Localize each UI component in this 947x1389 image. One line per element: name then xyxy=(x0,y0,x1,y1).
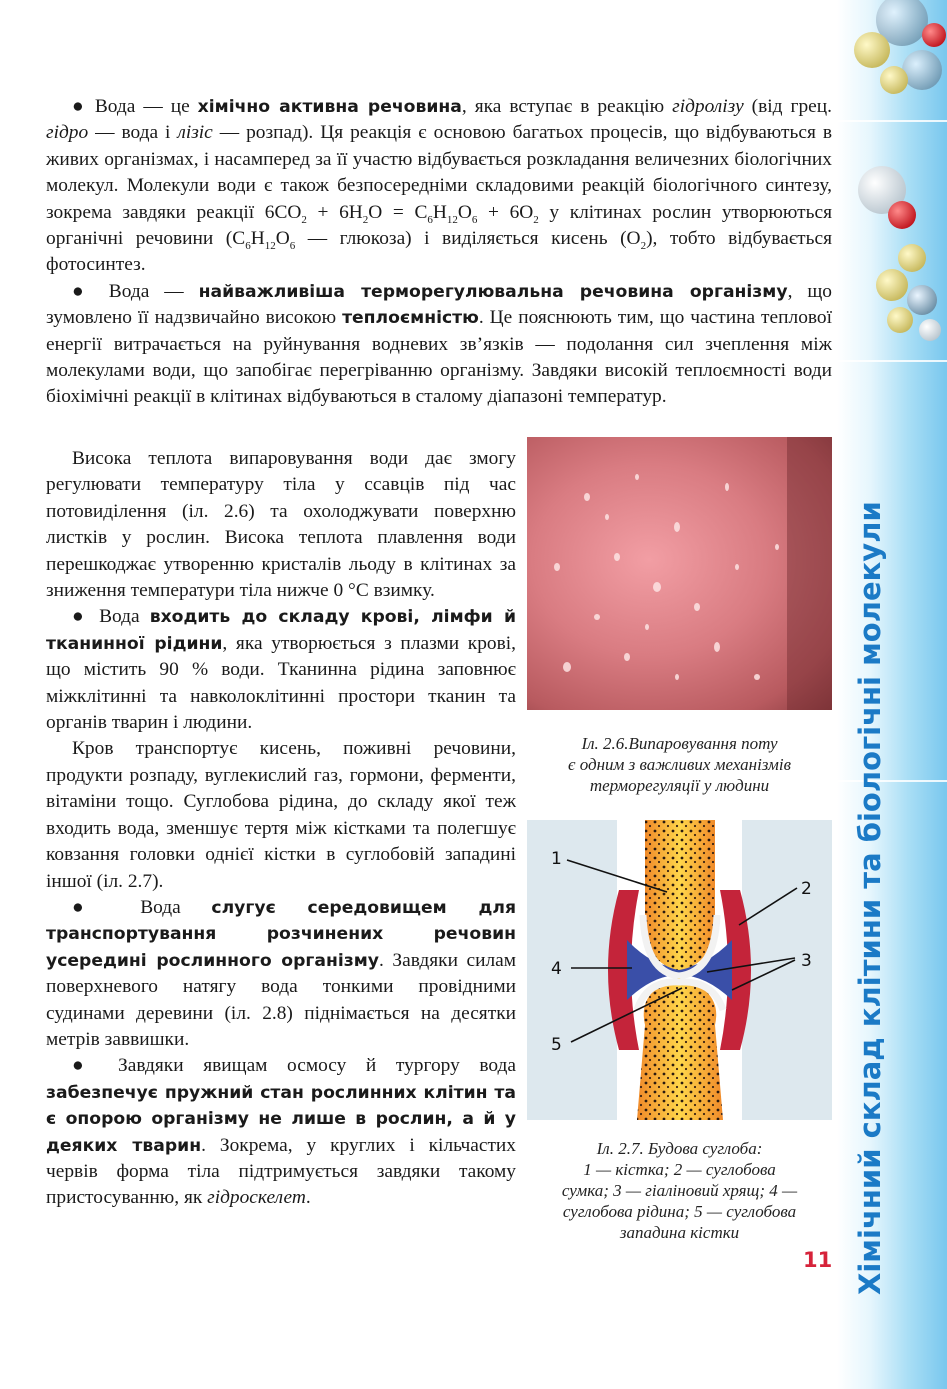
paragraph-evaporation-heat: Висока теплота випаровування води дає змогу регулювати температуру тіла у ссавців під час потовиділення (іл. 2.6) та охолоджувати поверхню листків у рослин. Висока теплота плавлення води перешкоджає утворенню кристалів льоду в клітинах за зниження температури тіла нижче 0 °С взимку. xyxy=(46,448,516,602)
paragraph-blood-lymph: ● Вода входить до складу крові, лімфи й тканинної рідини, яка утворюється з плазми крові, що містить 90 % води. Тканинна рідина заповнює міжклітинні та навколоклітинні простори тканин та органів тварин і людини. xyxy=(46,606,516,734)
caption-line: суглобова рідина; 5 — суглобова xyxy=(562,1202,797,1221)
paragraph-thermoregulation: ● Вода — найважливіша терморегулювальна речовина організму, що зумовлено її надзвичайно високою теплоємністю. Це пояснюють тим, що частина теплової енергії витрачається на руйнування водневих зв’язків — подолання сил зчеплення між молекулами води, що запобігає перегріванню організму. Завдяки високій теплоємності води біохімічні реакції в клітинах відбуваються в сталому діапазоні температур. xyxy=(46,280,832,408)
caption-line: є одним з важливих механізмів xyxy=(568,755,791,774)
paragraph-chemically-active: ● Вода — це хімічно активна речовина, яка вступає в реакцію гідролізу (від грец. гідро — вода і лізіс — розпад). Ця реакція є основою багатьох процесів, що відбуваються в живих організмах, і насамперед за її участю відбувається розкладання величезних біологічних молекул. Молекули води є також безпосередніми складовими реакцій біологічного синтезу, зокрема завдяки реакції $6CO_2 + 6H_2O = C_6H_{12}O_6 + 6O_2$ у клітинах рослин утворюються органічні речовини ($C_6H_{12}O_6$ — глюкоза) і виділяється кисень $(O_2)$, тобто відбувається фотосинтез. xyxy=(46,96,832,276)
joint-label-2: 2 xyxy=(801,879,812,899)
caption-line: западина кістки xyxy=(619,1223,740,1242)
joint-label-5: 5 xyxy=(551,1035,562,1055)
figure-2-6-caption xyxy=(527,733,832,796)
page-number: 11 xyxy=(803,1248,833,1272)
figure-2-7-caption xyxy=(527,1138,832,1243)
joint-structure-diagram xyxy=(527,820,832,1120)
body-text-full-width xyxy=(46,94,832,411)
sidebar-light-streak xyxy=(837,360,947,362)
paragraph-blood-transport: Кров транспортує кисень, поживні речовини, продукти розпаду, вуглекислий газ, гормони, ферменти, вітаміни тощо. Суглобова рідина, до складу якої теж входить вода, зменшує тертя між кістками та полегшує ковзання головки однієї кістки в суглобовій западині іншої (іл. 2.7). xyxy=(46,738,516,892)
caption-line: терморегуляції у людини xyxy=(589,776,770,795)
caption-line: 1 — кістка; 2 — суглобова xyxy=(583,1160,776,1179)
joint-label-3: 3 xyxy=(801,951,812,971)
paragraph-hydroskeleton: ● Завдяки явищам осмосу й тургору вода забезпечує пружний стан рослинних клітин та є опорою організму не лише в рослин, а й у деяких тварин. Зокрема, у круглих і кільчастих червів форма тіла підтримується завдяки такому пристосуванню, як гідроскелет. xyxy=(46,1055,516,1209)
body-text-left-column xyxy=(46,446,516,1212)
molecule-illustration xyxy=(842,0,947,360)
joint-label-1: 1 xyxy=(551,849,562,869)
caption-line: Іл. 2.7. Будова суглоба: xyxy=(596,1139,763,1158)
caption-line: сумка; 3 — гіаліновий хрящ; 4 — xyxy=(561,1181,798,1200)
sweat-evaporation-photo xyxy=(527,437,832,710)
chapter-title: Хімічний склад клітини та біологічні молекули xyxy=(853,501,887,1295)
caption-line: Іл. 2.6.Випаровування поту xyxy=(581,734,778,753)
paragraph-transport-medium: ● Вода слугує середовищем для транспортування розчинених речовин усередині рослинного організму. Завдяки силам поверхневого натягу вода тонкими провідними судинами деревини (іл. 2.8) піднімається на десятки метрів заввишки. xyxy=(46,896,517,1050)
chapter-title-vertical-container xyxy=(848,440,892,1295)
joint-label-4: 4 xyxy=(551,959,562,979)
